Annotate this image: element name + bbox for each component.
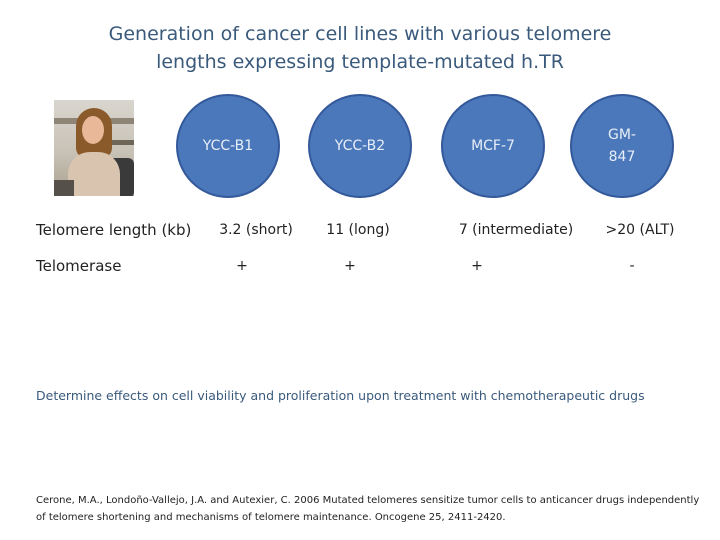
telomerase-ycc-b1: + bbox=[236, 258, 248, 274]
cell-line-circle-ycc-b1 bbox=[176, 94, 280, 198]
citation-line-1: Cerone, M.A., Londoño-Vallejo, J.A. and Autexier, C. 2006 Mutated telomeres sensitize tumor cells to anticancer drugs independently bbox=[36, 495, 700, 506]
cell-line-name bbox=[198, 135, 258, 157]
telomerase-gm-847: - bbox=[629, 258, 635, 274]
telomerase-mcf-7: + bbox=[471, 258, 483, 274]
researcher-photo bbox=[54, 100, 134, 196]
telomere-length-mcf-7: 7 (intermediate) bbox=[458, 222, 574, 238]
telomerase-ycc-b2: + bbox=[344, 258, 356, 274]
study-aim-text: Determine effects on cell viability and proliferation upon treatment with chemotherapeutic drugs bbox=[36, 388, 645, 403]
slide-title-line-2: lengths expressing template-mutated h.TR bbox=[156, 51, 564, 73]
cell-line-name bbox=[330, 135, 390, 157]
cell-line-circle-ycc-b2 bbox=[308, 94, 412, 198]
row-label-telomere-length: Telomere length (kb) bbox=[36, 221, 192, 239]
row-label-telomerase: Telomerase bbox=[36, 257, 122, 275]
photo-desk bbox=[54, 180, 74, 196]
cell-line-circle-gm-847 bbox=[570, 94, 674, 198]
citation-line-2: of telomere shortening and mechanisms of telomere maintenance. Oncogene 25, 2411-2420. bbox=[36, 512, 506, 523]
photo-face bbox=[82, 116, 104, 144]
telomere-length-gm-847: >20 (ALT) bbox=[605, 222, 675, 238]
photo-body bbox=[68, 152, 120, 196]
cell-line-name bbox=[592, 124, 652, 168]
slide-title-line-1: Generation of cancer cell lines with various telomere bbox=[108, 23, 612, 45]
cell-line-name-line-2: 847 bbox=[608, 149, 636, 165]
cell-line-name-line-1: YCC-B2 bbox=[334, 138, 386, 154]
slide-title bbox=[40, 20, 680, 76]
cell-line-name bbox=[463, 135, 523, 157]
telomere-length-ycc-b2: 11 (long) bbox=[326, 222, 390, 238]
cell-line-name-line-1: MCF-7 bbox=[471, 138, 515, 154]
cell-line-name-line-1: YCC-B1 bbox=[202, 138, 254, 154]
citation bbox=[36, 492, 700, 526]
cell-line-name-line-1: GM- bbox=[608, 127, 636, 143]
cell-line-circle-mcf-7 bbox=[441, 94, 545, 198]
telomere-length-ycc-b1: 3.2 (short) bbox=[219, 222, 293, 238]
